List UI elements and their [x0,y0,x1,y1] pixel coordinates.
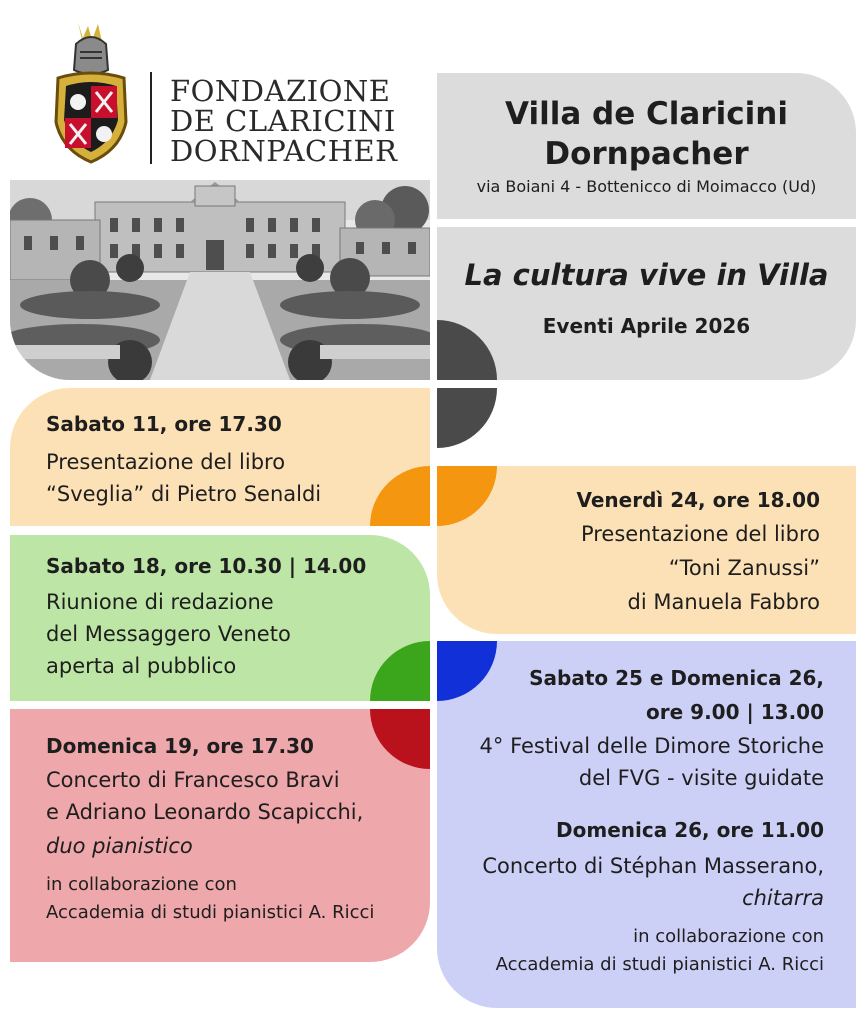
event4-line2: “Toni Zanussi” [668,556,820,580]
event1-line2: “Sveglia” di Pietro Senaldi [46,482,322,506]
event4-line1: Presentazione del libro [580,522,820,546]
event3-line2: e Adriano Leonardo Scapicchi, [46,800,364,824]
event3-collab1: in collaborazione con [46,874,237,895]
program-panel [437,227,856,380]
event6-line2: chitarra [742,886,824,910]
event5-line2: del FVG - visite guidate [578,766,824,790]
event2-line1: Riunione di redazione [46,590,274,614]
event6-collab1: in collaborazione con [633,926,824,947]
event6-collab2: Accademia di studi pianistici A. Ricci [495,954,824,975]
foundation-name [170,76,398,166]
event1-date: Sabato 11, ore 17.30 [46,412,282,436]
event1-line1: Presentazione del libro [46,450,286,474]
villa-photo [10,180,430,380]
venue-name-line2: Dornpacher [544,136,749,172]
event2-line2: del Messaggero Veneto [46,622,291,646]
program-subtitle: Eventi Aprile 2026 [542,314,751,338]
event5-date2: ore 9.00 | 13.00 [646,700,824,724]
foundation-line1: FONDAZIONE [170,74,391,108]
foundation-line3: DORNPACHER [170,134,398,168]
venue-name-line1: Villa de Claricini [505,96,788,132]
foundation-line2: DE CLARICINI [170,104,396,138]
event3-line1: Concerto di Francesco Bravi [46,768,340,792]
event6-date: Domenica 26, ore 11.00 [556,818,824,842]
event5-line1: 4° Festival delle Dimore Storiche [479,734,824,758]
event5-date1: Sabato 25 e Domenica 26, [529,666,824,690]
event4-date: Venerdì 24, ore 18.00 [576,488,820,512]
venue-address: via Boiani 4 - Bottenicco di Moimacco (Ud) [476,177,817,196]
event2-line3: aperta al pubblico [46,654,237,678]
coat-of-arms-icon [48,12,134,164]
event2-date: Sabato 18, ore 10.30 | 14.00 [46,554,367,578]
logo-divider [150,72,152,164]
event4-line3: di Manuela Fabbro [627,590,820,614]
event6-line1: Concerto di Stéphan Masserano, [482,854,824,878]
event3-line3: duo pianistico [46,834,193,858]
program-title: La cultura vive in Villa [464,258,829,292]
dark-accent-bottom [437,388,497,448]
event3-collab2: Accademia di studi pianistici A. Ricci [46,902,375,923]
event3-date: Domenica 19, ore 17.30 [46,734,314,758]
